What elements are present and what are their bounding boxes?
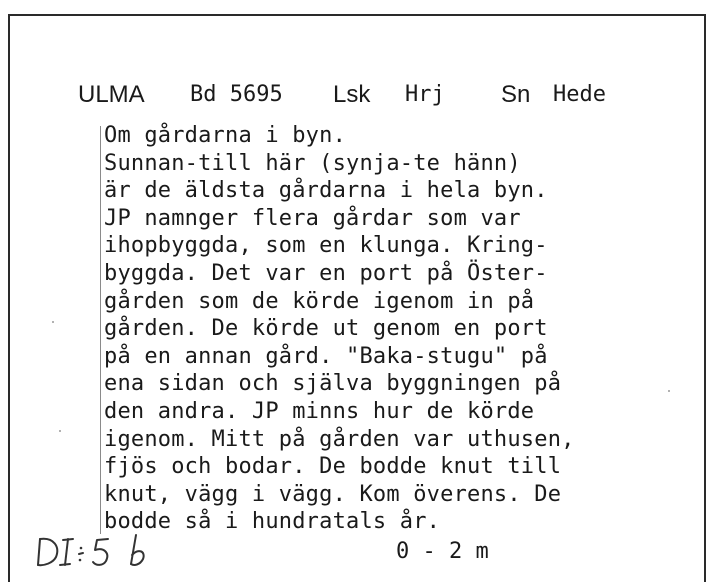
body-line: byggda. Det var en port på Öster- [104, 260, 548, 286]
record-number: Bd 5695 [190, 82, 283, 107]
paper-speck [668, 390, 670, 392]
body-line: bodde så i hundratals år. [104, 509, 441, 535]
body-line: är de äldsta gårdarna i hela byn. [104, 178, 548, 204]
body-line: på en annan gård. "Baka-stugu" på [104, 343, 548, 369]
card-header [0, 80, 713, 120]
archive-label: ULMA [78, 81, 145, 108]
body-line: igenom. Mitt på gården var uthusen, [104, 426, 575, 452]
paper-speck [52, 321, 54, 323]
province-code: Lsk [333, 81, 371, 108]
body-line: knut, vägg i vägg. Kom överens. De [104, 481, 562, 507]
body-line: den andra. JP minns hur de körde [104, 398, 535, 424]
body-line: fjös och bodar. De bodde knut till [104, 454, 562, 480]
body-line: JP namnger flera gårdar som var [104, 205, 521, 231]
handwritten-signature [34, 531, 164, 571]
margin-line [100, 126, 101, 534]
body-line: gården. De körde ut genom en port [104, 316, 548, 342]
body-line: Sunnan-till här (synja-te hänn) [104, 150, 521, 176]
body-line: ena sidan och själva byggningen på [104, 371, 562, 397]
footer-range: 0 - 2 m [396, 539, 489, 564]
body-line: Om gårdarna i byn. [104, 123, 347, 148]
card-body-text [104, 122, 704, 536]
district-code: Hrj [405, 82, 445, 107]
body-line: gården som de körde igenom in på [104, 288, 535, 314]
parish-name: Hede [553, 82, 606, 107]
parish-label: Sn [501, 81, 531, 108]
paper-speck [59, 430, 61, 432]
body-line: ihopbyggda, som en klunga. Kring- [104, 233, 548, 259]
card-top-border [8, 14, 706, 16]
